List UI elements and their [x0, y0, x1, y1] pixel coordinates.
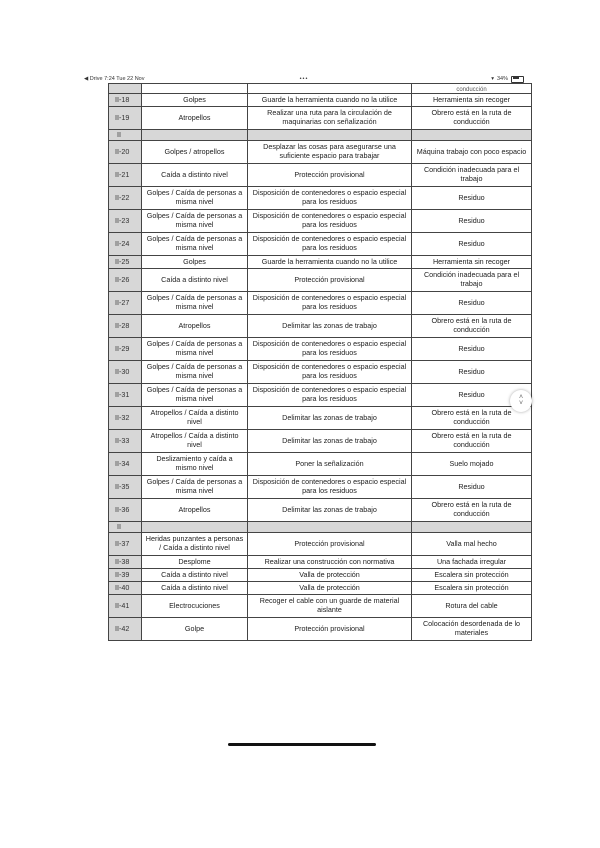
- scroll-toggle-button[interactable]: [510, 390, 532, 412]
- table-row: [109, 94, 532, 107]
- measure-cell: Disposición de contenedores o espacio especial para los residuos: [248, 384, 412, 407]
- measure-cell: Protección provisional: [248, 269, 412, 292]
- table-row: [109, 533, 532, 556]
- table-row: [109, 107, 532, 130]
- risk-cell: Caída a distinto nivel: [142, 164, 248, 187]
- cause-cell: Residuo: [412, 210, 532, 233]
- risk-table-container: [108, 83, 532, 641]
- cause-cell: Obrero está en la ruta de conducción: [412, 407, 532, 430]
- cause-cell: Residuo: [412, 338, 532, 361]
- measure-cell: Disposición de contenedores o espacio especial para los residuos: [248, 233, 412, 256]
- cause-cell: Residuo: [412, 233, 532, 256]
- section-label: II: [109, 522, 142, 533]
- measure-cell: Disposición de contenedores o espacio especial para los residuos: [248, 361, 412, 384]
- measure-cell: Delimitar las zonas de trabajo: [248, 430, 412, 453]
- section-row: [109, 130, 532, 141]
- table-row-partial: [109, 84, 532, 94]
- table-row: [109, 430, 532, 453]
- measure-cell: Disposición de contenedores o espacio especial para los residuos: [248, 187, 412, 210]
- row-id: II-32: [109, 407, 142, 430]
- risk-cell: Golpes / Caída de personas a misma nivel: [142, 233, 248, 256]
- cause-cell: Una fachada irregular: [412, 556, 532, 569]
- cause-cell: Obrero está en la ruta de conducción: [412, 107, 532, 130]
- status-center: •••: [299, 76, 309, 82]
- table-row: [109, 338, 532, 361]
- risk-cell: Golpes / Caída de personas a misma nivel: [142, 292, 248, 315]
- row-id: II-42: [109, 618, 142, 641]
- measure-cell: Protección provisional: [248, 164, 412, 187]
- partial-cause: conducción: [412, 84, 532, 94]
- cause-cell: Obrero está en la ruta de conducción: [412, 315, 532, 338]
- cause-cell: Escalera sin protección: [412, 582, 532, 595]
- row-id: II-39: [109, 569, 142, 582]
- measure-cell: Realizar una ruta para la circulación de maquinarias con señalización: [248, 107, 412, 130]
- row-id: II-33: [109, 430, 142, 453]
- status-left: ◀ Drive 7:24 Tue 22 Nov: [84, 76, 145, 82]
- risk-cell: Atropellos: [142, 107, 248, 130]
- risk-cell: Caída a distinto nivel: [142, 569, 248, 582]
- risk-cell: Deslizamiento y caída a mismo nivel: [142, 453, 248, 476]
- table-row: [109, 233, 532, 256]
- table-row: [109, 210, 532, 233]
- cause-cell: Colocación desordenada de lo materiales: [412, 618, 532, 641]
- row-id: II-23: [109, 210, 142, 233]
- measure-cell: Guarde la herramienta cuando no la utilice: [248, 256, 412, 269]
- row-id: II-27: [109, 292, 142, 315]
- measure-cell: Delimitar las zonas de trabajo: [248, 315, 412, 338]
- cause-cell: Obrero está en la ruta de conducción: [412, 499, 532, 522]
- table-row: [109, 292, 532, 315]
- table-row: [109, 556, 532, 569]
- cause-cell: Condición inadecuada para el trabajo: [412, 269, 532, 292]
- measure-cell: Valla de protección: [248, 569, 412, 582]
- risk-cell: Golpes: [142, 256, 248, 269]
- risk-cell: Atropellos / Caída a distinto nivel: [142, 407, 248, 430]
- table-row: [109, 269, 532, 292]
- row-id: II-35: [109, 476, 142, 499]
- risk-cell: Caída a distinto nivel: [142, 582, 248, 595]
- row-id: II-24: [109, 233, 142, 256]
- table-row: [109, 315, 532, 338]
- row-id: II-38: [109, 556, 142, 569]
- row-id: II-22: [109, 187, 142, 210]
- cause-cell: Residuo: [412, 476, 532, 499]
- home-indicator[interactable]: [228, 743, 376, 746]
- cause-cell: Residuo: [412, 187, 532, 210]
- row-id: II-28: [109, 315, 142, 338]
- section-label: II: [109, 130, 142, 141]
- risk-cell: Atropellos: [142, 315, 248, 338]
- measure-cell: Disposición de contenedores o espacio especial para los residuos: [248, 292, 412, 315]
- row-id: II-40: [109, 582, 142, 595]
- row-id: II-20: [109, 141, 142, 164]
- measure-cell: Delimitar las zonas de trabajo: [248, 499, 412, 522]
- table-row: [109, 595, 532, 618]
- risk-cell: Golpes / Caída de personas a misma nivel: [142, 384, 248, 407]
- risk-cell: Electrocuciones: [142, 595, 248, 618]
- risk-cell: Golpe: [142, 618, 248, 641]
- risk-cell: Caída a distinto nivel: [142, 269, 248, 292]
- measure-cell: Disposición de contenedores o espacio especial para los residuos: [248, 338, 412, 361]
- risk-cell: Golpes / Caída de personas a misma nivel: [142, 361, 248, 384]
- measure-cell: Disposición de contenedores o espacio especial para los residuos: [248, 476, 412, 499]
- row-id: II-37: [109, 533, 142, 556]
- cause-cell: Suelo mojado: [412, 453, 532, 476]
- risk-cell: Golpes: [142, 94, 248, 107]
- cause-cell: Residuo: [412, 292, 532, 315]
- cause-cell: Herramienta sin recoger: [412, 256, 532, 269]
- cause-cell: Escalera sin protección: [412, 569, 532, 582]
- measure-cell: Recoger el cable con un guarde de material aislante: [248, 595, 412, 618]
- battery-percent: 34%: [497, 76, 509, 82]
- table-row: [109, 499, 532, 522]
- row-id: II-30: [109, 361, 142, 384]
- measure-cell: Disposición de contenedores o espacio especial para los residuos: [248, 210, 412, 233]
- cause-cell: Obrero está en la ruta de conducción: [412, 430, 532, 453]
- row-id: II-29: [109, 338, 142, 361]
- row-id: II-31: [109, 384, 142, 407]
- risk-cell: Golpes / atropellos: [142, 141, 248, 164]
- cause-cell: Condición inadecuada para el trabajo: [412, 164, 532, 187]
- row-id: II-18: [109, 94, 142, 107]
- table-row: [109, 164, 532, 187]
- risk-cell: Golpes / Caída de personas a misma nivel: [142, 338, 248, 361]
- table-row: [109, 187, 532, 210]
- cause-cell: Rotura del cable: [412, 595, 532, 618]
- measure-cell: Guarde la herramienta cuando no la utilice: [248, 94, 412, 107]
- risk-cell: Golpes / Caída de personas a misma nivel: [142, 476, 248, 499]
- row-id: II-25: [109, 256, 142, 269]
- risk-cell: Desplome: [142, 556, 248, 569]
- risk-table: [108, 83, 532, 641]
- row-id: II-41: [109, 595, 142, 618]
- row-id: II-21: [109, 164, 142, 187]
- table-row: [109, 569, 532, 582]
- row-id: II-26: [109, 269, 142, 292]
- risk-cell: Golpes / Caída de personas a misma nivel: [142, 210, 248, 233]
- cause-cell: Residuo: [412, 361, 532, 384]
- table-row: [109, 384, 532, 407]
- section-row: [109, 522, 532, 533]
- chevron-down-icon: ˅: [518, 400, 524, 407]
- cause-cell: Valla mal hecho: [412, 533, 532, 556]
- table-row: [109, 453, 532, 476]
- status-right: [377, 76, 524, 83]
- battery-icon: [511, 76, 524, 83]
- table-row: [109, 256, 532, 269]
- measure-cell: Valla de protección: [248, 582, 412, 595]
- risk-cell: Golpes / Caída de personas a misma nivel: [142, 187, 248, 210]
- measure-cell: Poner la señalización: [248, 453, 412, 476]
- wifi-icon: ▾: [491, 76, 494, 82]
- risk-cell: Heridas punzantes a personas / Caída a distinto nivel: [142, 533, 248, 556]
- measure-cell: Desplazar las cosas para asegurarse una suficiente espacio para trabajar: [248, 141, 412, 164]
- table-row: [109, 618, 532, 641]
- table-row: [109, 476, 532, 499]
- table-row: [109, 582, 532, 595]
- measure-cell: Realizar una construcción con normativa: [248, 556, 412, 569]
- cause-cell: Residuo: [412, 384, 532, 407]
- chevron-up-icon: ˄: [518, 394, 524, 401]
- cause-cell: Herramienta sin recoger: [412, 94, 532, 107]
- cause-cell: Máquina trabajo con poco espacio: [412, 141, 532, 164]
- measure-cell: Protección provisional: [248, 533, 412, 556]
- risk-cell: Atropellos / Caída a distinto nivel: [142, 430, 248, 453]
- risk-cell: Atropellos: [142, 499, 248, 522]
- table-row: [109, 141, 532, 164]
- measure-cell: Delimitar las zonas de trabajo: [248, 407, 412, 430]
- table-row: [109, 361, 532, 384]
- measure-cell: Protección provisional: [248, 618, 412, 641]
- row-id: II-36: [109, 499, 142, 522]
- table-row: [109, 407, 532, 430]
- row-id: II-34: [109, 453, 142, 476]
- row-id: II-19: [109, 107, 142, 130]
